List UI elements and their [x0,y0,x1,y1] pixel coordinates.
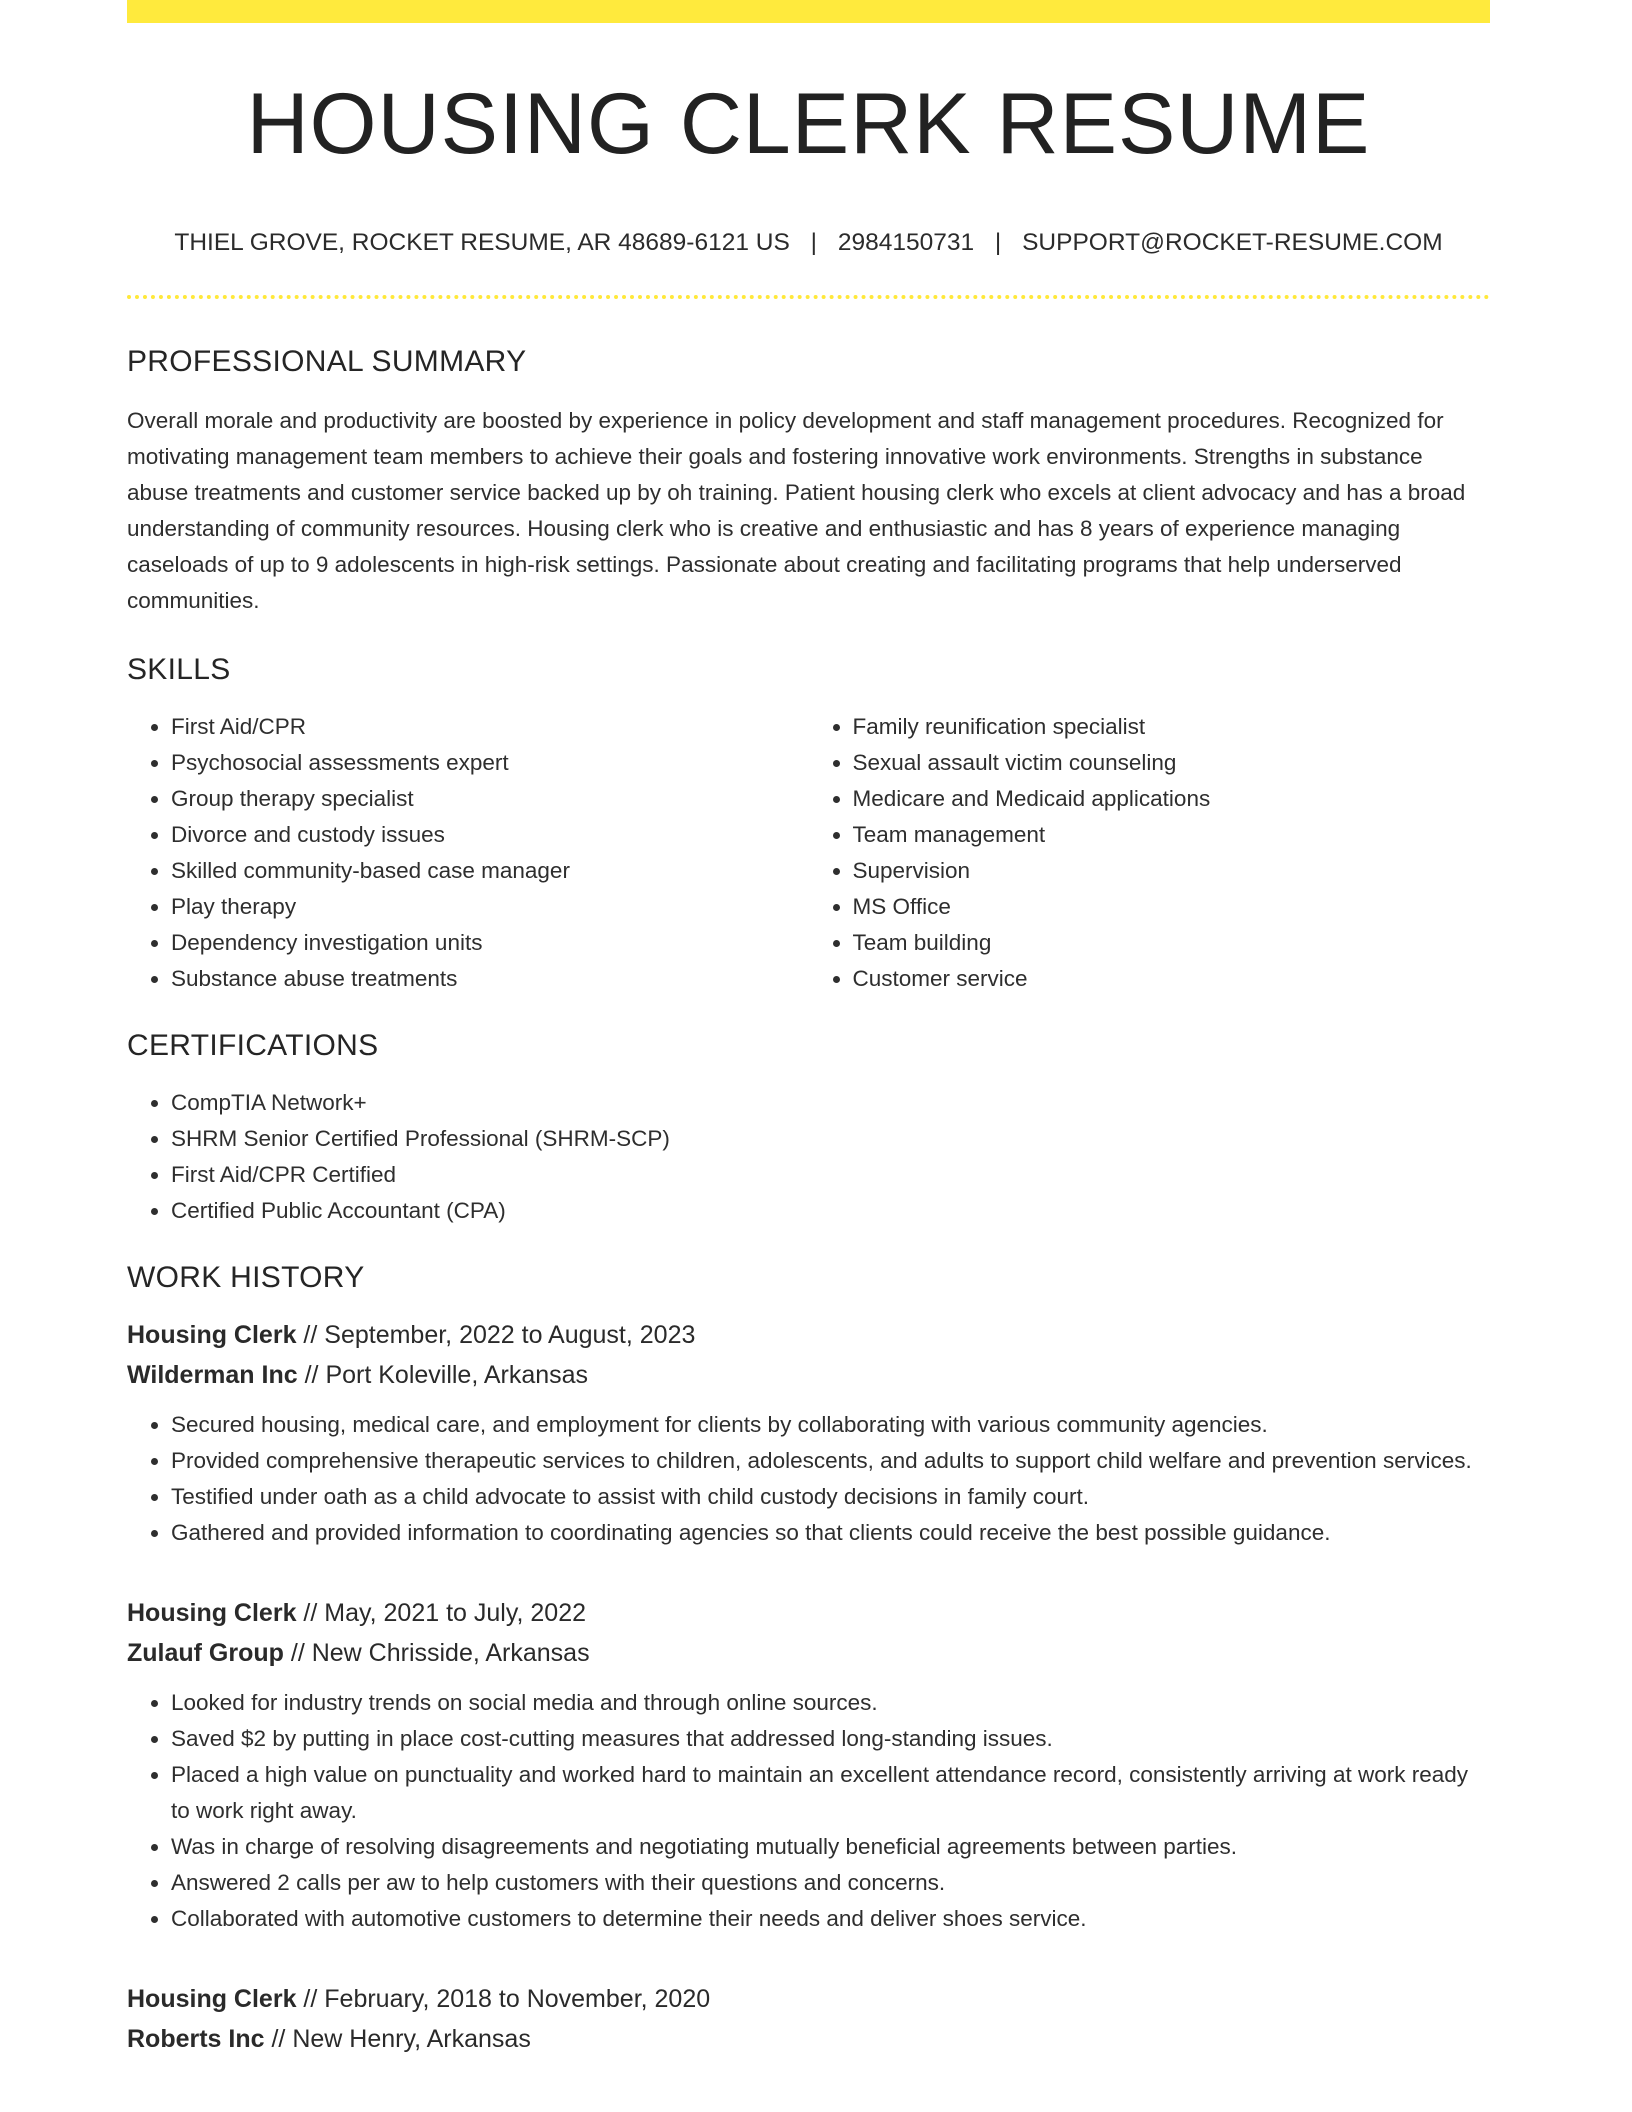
skills-columns [127,709,1490,997]
resume-page [127,0,1490,2059]
job-title-line [127,1315,1490,1355]
job-entry [127,1593,1490,1937]
skill-item: • Medicare and Medicaid applications [853,781,1491,817]
skill-item: • Customer service [853,961,1491,997]
job-location: // Port Koleville, Arkansas [297,1361,589,1389]
job-company: Wilderman Inc [127,1361,298,1389]
work-history-heading: WORK HISTORY [127,1261,365,1294]
dotted-divider [127,295,1490,299]
certifications-heading: CERTIFICATIONS [127,1029,379,1062]
skills-left-list [127,709,809,997]
job-bullet: • Looked for industry trends on social media and through online sources. [171,1685,1490,1721]
job-bullet: • Saved $2 by putting in place cost-cutting measures that addressed long-standing issues. [171,1721,1490,1757]
skill-item: • Dependency investigation units [171,925,809,961]
job-location: // New Henry, Arkansas [264,2025,531,2053]
job-company-line [127,1633,1490,1673]
job-bullet: • Gathered and provided information to coordinating agencies so that clients could receive the best possible guidance. [171,1515,1490,1551]
skill-item: • Psychosocial assessments expert [171,745,809,781]
job-company-line [127,2019,1490,2059]
skills-heading: SKILLS [127,653,231,686]
skill-item: • MS Office [853,889,1491,925]
certification-item: • SHRM Senior Certified Professional (SHRM-SCP) [171,1121,1490,1157]
certification-item: • Certified Public Accountant (CPA) [171,1193,1490,1229]
job-company: Zulauf Group [127,1639,284,1667]
job-title-line [127,1593,1490,1633]
skill-item: • Group therapy specialist [171,781,809,817]
summary-heading: PROFESSIONAL SUMMARY [127,345,527,378]
job-title-line [127,1979,1490,2019]
job-bullet: • Provided comprehensive therapeutic services to children, adolescents, and adults to support child welfare and prevention services. [171,1443,1490,1479]
skill-item: • Team building [853,925,1491,961]
skill-item: • Supervision [853,853,1491,889]
skill-item: • Substance abuse treatments [171,961,809,997]
job-location: // New Chrisside, Arkansas [283,1639,590,1667]
job-title: Housing Clerk [127,1985,297,2013]
job-dates: // September, 2022 to August, 2023 [296,1321,696,1349]
skills-right-list [809,709,1491,997]
job-bullet: • Placed a high value on punctuality and worked hard to maintain an excellent attendance record, consistently arriving at work ready to work right away. [171,1757,1490,1829]
job-bullet: • Collaborated with automotive customers to determine their needs and deliver shoes service. [171,1901,1490,1937]
contact-line [127,229,1490,257]
job-bullets [127,1407,1490,1551]
contact-separator: | [810,229,817,256]
job-bullet: • Was in charge of resolving disagreements and negotiating mutually beneficial agreements between parties. [171,1829,1490,1865]
skill-item: • Family reunification specialist [853,709,1491,745]
certification-item: • CompTIA Network+ [171,1085,1490,1121]
job-dates: // February, 2018 to November, 2020 [296,1985,711,2013]
job-bullet: • Answered 2 calls per aw to help customers with their questions and concerns. [171,1865,1490,1901]
job-dates: // May, 2021 to July, 2022 [296,1599,586,1627]
job-company-line [127,1355,1490,1395]
skill-item: • Team management [853,817,1491,853]
accent-top-bar [127,0,1490,23]
certifications-list [127,1085,1490,1229]
skill-item: • Sexual assault victim counseling [853,745,1491,781]
job-entry [127,1979,1490,2059]
skill-item: • Play therapy [171,889,809,925]
job-bullet: • Secured housing, medical care, and employment for clients by collaborating with various community agencies. [171,1407,1490,1443]
skill-item: • Divorce and custody issues [171,817,809,853]
job-title: Housing Clerk [127,1321,297,1349]
job-bullet: • Testified under oath as a child advocate to assist with child custody decisions in family court. [171,1479,1490,1515]
certification-item: • First Aid/CPR Certified [171,1157,1490,1193]
job-bullets [127,1685,1490,1937]
resume-title: HOUSING CLERK RESUME [246,76,1371,172]
job-company: Roberts Inc [127,2025,265,2053]
contact-separator: | [994,229,1002,256]
job-title: Housing Clerk [127,1599,297,1627]
contact-email: SUPPORT@ROCKET-RESUME.COM [1022,229,1443,256]
job-entry [127,1315,1490,1551]
contact-phone: 2984150731 [837,229,975,256]
skill-item: • First Aid/CPR [171,709,809,745]
summary-text: Overall morale and productivity are boosted by experience in policy development and staff management procedures. Recognized for motivating management team members to achieve their goals and fostering innovative work environments. Strengths in substance abuse treatments and customer service backed up by oh training. Patient housing clerk who excels at client advocacy and has a broad understanding of community resources. Housing clerk who is creative and enthusiastic and has 8 years of experience managing caseloads of up to 9 adolescents in high-risk settings. Passionate about creating and facilitating programs that help underserved communities. [127,408,1466,613]
skill-item: • Skilled community-based case manager [171,853,809,889]
contact-address: THIEL GROVE, ROCKET RESUME, AR 48689-6121 US [174,229,790,256]
